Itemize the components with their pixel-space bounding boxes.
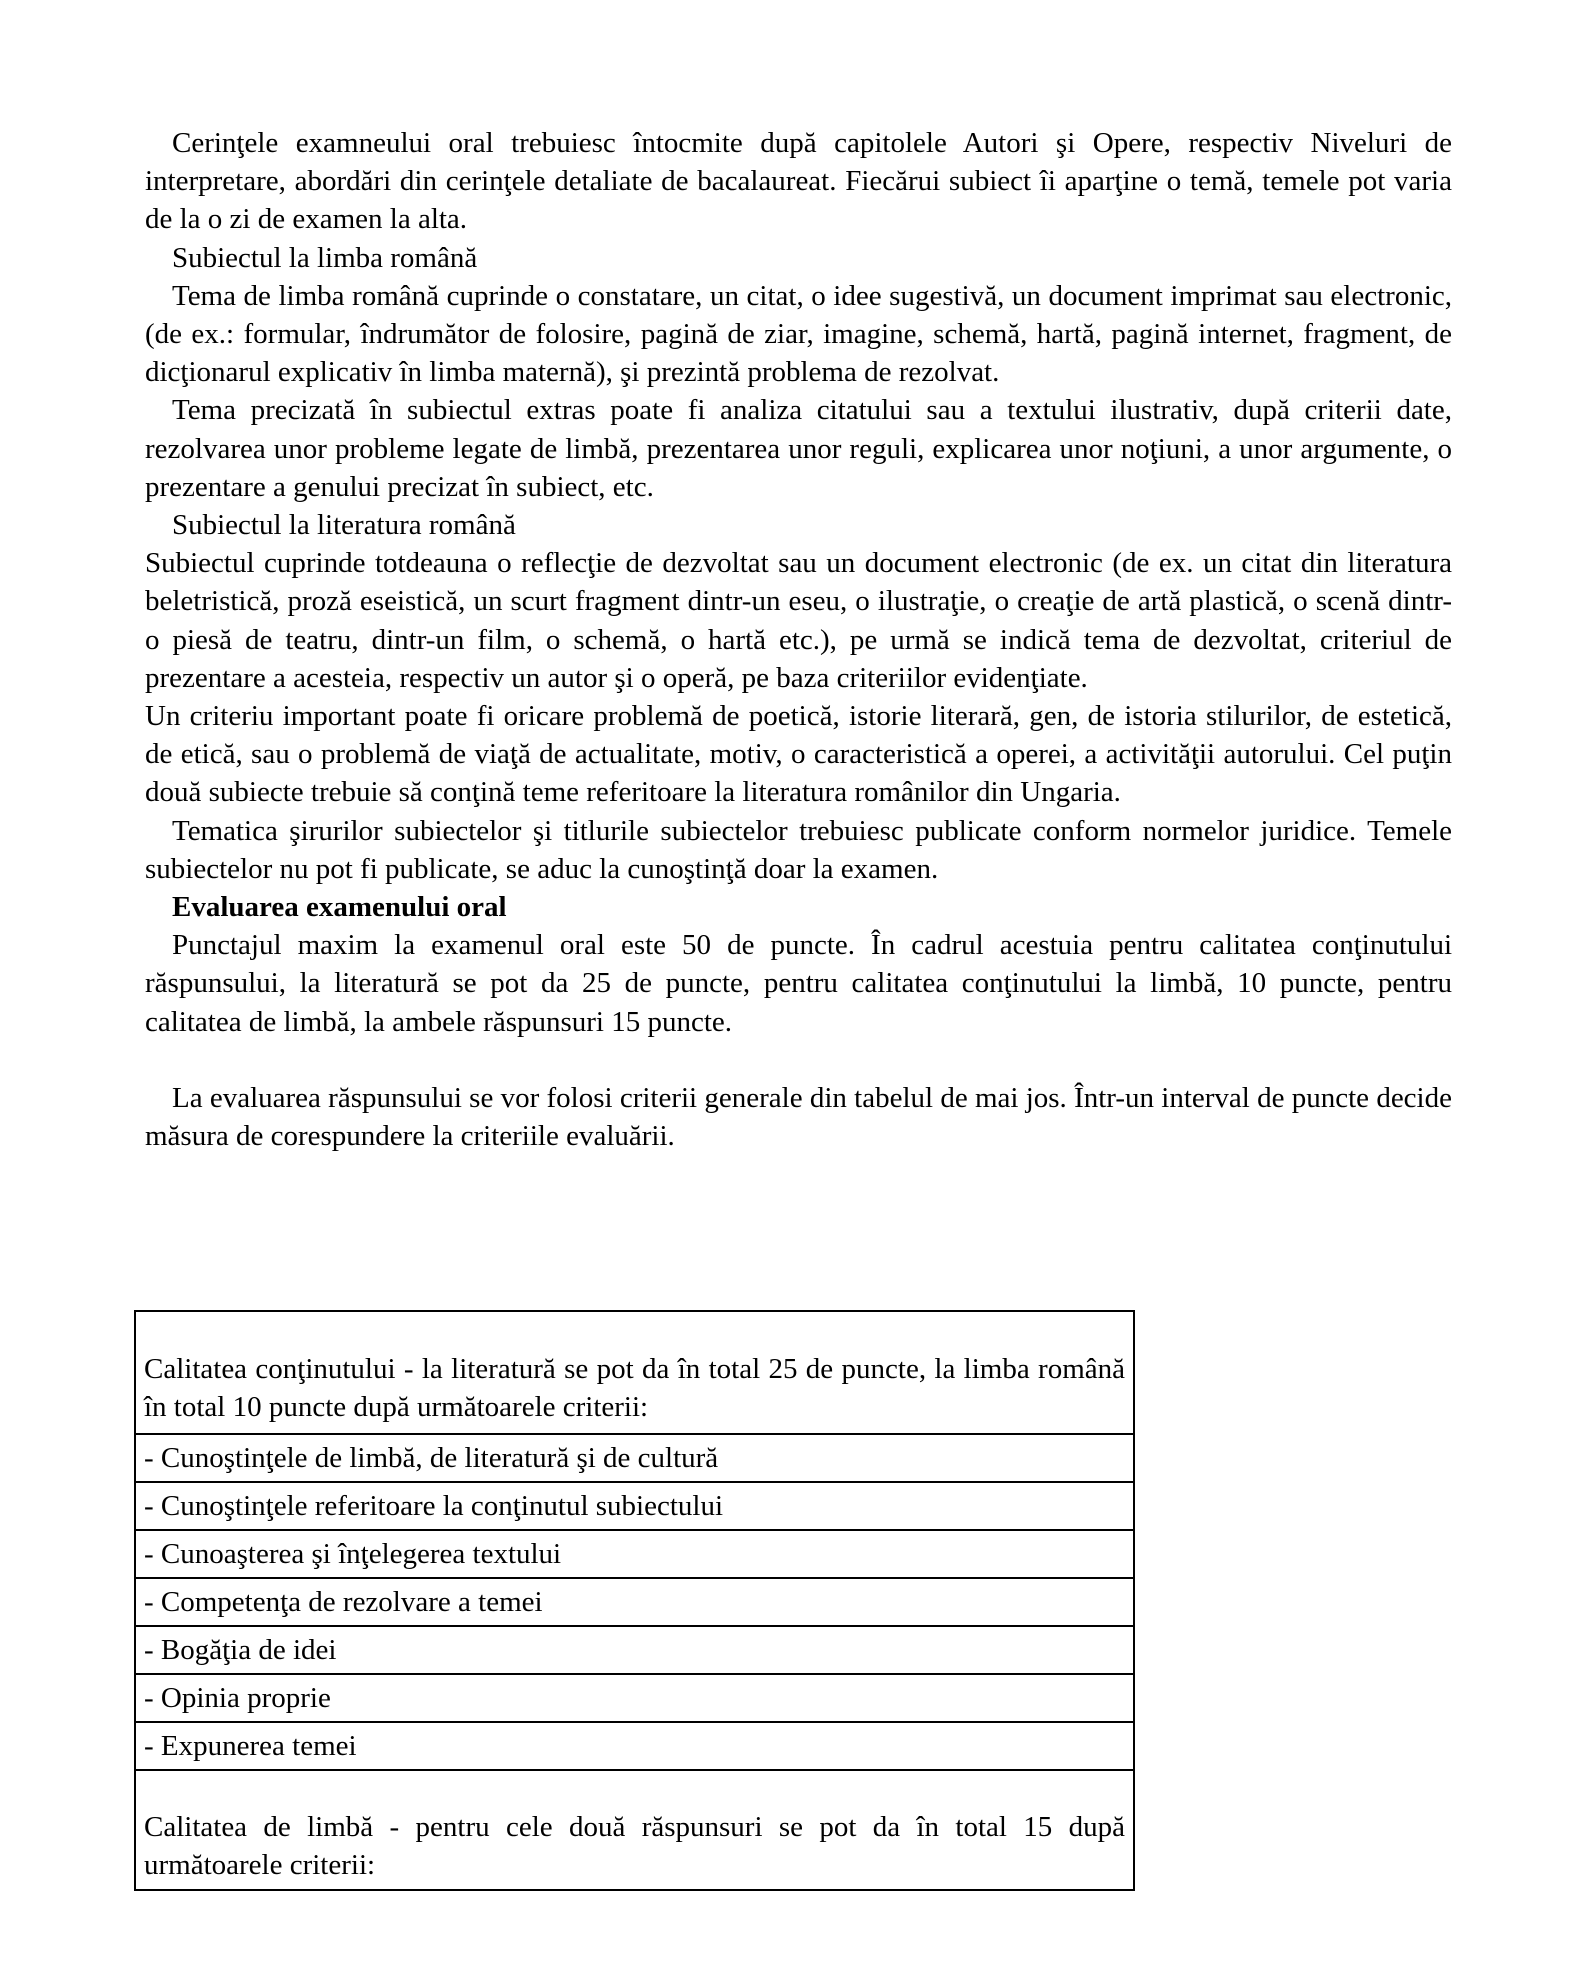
table-row: - Cunoştinţele de limbă, de literatură şi de cultură bbox=[136, 1433, 1133, 1481]
criteria-table bbox=[134, 1310, 1135, 1891]
heading-romanian-language-subject: Subiectul la limba română bbox=[172, 241, 478, 274]
table-row: - Cunoaşterea şi înţelegerea textului bbox=[136, 1529, 1133, 1577]
table-header-cell: Calitatea conţinutului - la literatură se pot da în total 25 de puncte, la limba română în total 10 puncte după următoarele criterii: bbox=[144, 1353, 1125, 1424]
paragraph-literature-subject: Subiectul cuprinde totdeauna o reflecţie de dezvoltat sau un document electronic (de ex. un citat din literatura beletristică, proză eseistică, un scurt fragment dintr-un eseu, o ilustraţie, o creaţie de artă plastică, o scenă dintr-o piesă de teatru, dintr-un film, o schemă, o hartă etc.), pe urmă se indică tema de dezvoltat, criteriul de prezentare a acesteia, respectiv un autor şi o operă, pe baza criteriilor evidenţiate. bbox=[145, 547, 1452, 694]
paragraph-theme-details: Tema precizată în subiectul extras poate fi analiza citatului sau a textului ilustrativ, după criterii date, rezolvarea unor probleme legate de limbă, prezentarea unor reguli, explicarea unor noţiuni, a unor argumente, o prezentare a genului precizat în subiect, etc. bbox=[145, 394, 1452, 503]
table-row: - Competenţa de rezolvare a temei bbox=[136, 1577, 1133, 1625]
paragraph-publication-rules: Tematica şirurilor subiectelor şi titlurile subiectelor trebuiesc publicate conform normelor juridice. Temele subiectelor nu pot fi publicate, se aduc la cunoştinţă doar la examen. bbox=[145, 814, 1452, 885]
table-row: - Opinia proprie bbox=[136, 1673, 1133, 1721]
paragraph-important-criterion: Un criteriu important poate fi oricare problemă de poetică, istorie literară, gen, de istoria stilurilor, de estetică, de etică, sau o problemă de viaţă de actualitate, motiv, o caracteristică a operei, a activităţii autorului. Cel puţin două subiecte trebuie să conţină teme referitoare la literatura românilor din Ungaria. bbox=[145, 700, 1452, 809]
table-row: - Cunoştinţele referitoare la conţinutul subiectului bbox=[136, 1481, 1133, 1529]
heading-oral-exam-evaluation: Evaluarea examenului oral bbox=[172, 891, 507, 924]
paragraph-evaluation-criteria: La evaluarea răspunsului se vor folosi criterii generale din tabelul de mai jos. Într-un interval de puncte decide măsura de corespundere la criteriile evaluării. bbox=[145, 1081, 1452, 1153]
paragraph-exam-requirements: Cerinţele examneului oral trebuiesc întocmite după capitolele Autori şi Opere, respectiv Niveluri de interpretare, abordări din cerinţele detaliate de bacalaureat. Fiecărui subiect îi aparţine o temă, temele pot varia de la o zi de examen la alta. bbox=[145, 127, 1452, 236]
heading-romanian-literature-subject: Subiectul la literatura română bbox=[172, 509, 516, 542]
table-row: - Expunerea temei bbox=[136, 1721, 1133, 1769]
paragraph-language-theme: Tema de limba română cuprinde o constatare, un citat, o idee sugestivă, un document imprimat sau electronic, (de ex.: formular, îndrumător de folosire, pagină de ziar, imagine, schemă, hartă, pagină internet, fragment, de dicţionarul explicativ în limba maternă), şi prezintă problema de rezolvat. bbox=[145, 279, 1452, 389]
spacer bbox=[145, 1041, 1452, 1079]
document-body bbox=[145, 124, 1452, 1155]
paragraph-max-score: Punctajul maxim la examenul oral este 50 de puncte. În cadrul acestuia pentru calitatea conţinutului răspunsului, la literatură se pot da 25 de puncte, pentru calitatea conţinutului la limbă, 10 puncte, pentru calitatea de limbă, la ambele răspunsuri 15 puncte. bbox=[145, 929, 1452, 1038]
table-row: - Bogăţia de idei bbox=[136, 1625, 1133, 1673]
table-footer-cell: Calitatea de limbă - pentru cele două răspunsuri se pot da în total 15 după următoarele criterii: bbox=[136, 1769, 1133, 1889]
